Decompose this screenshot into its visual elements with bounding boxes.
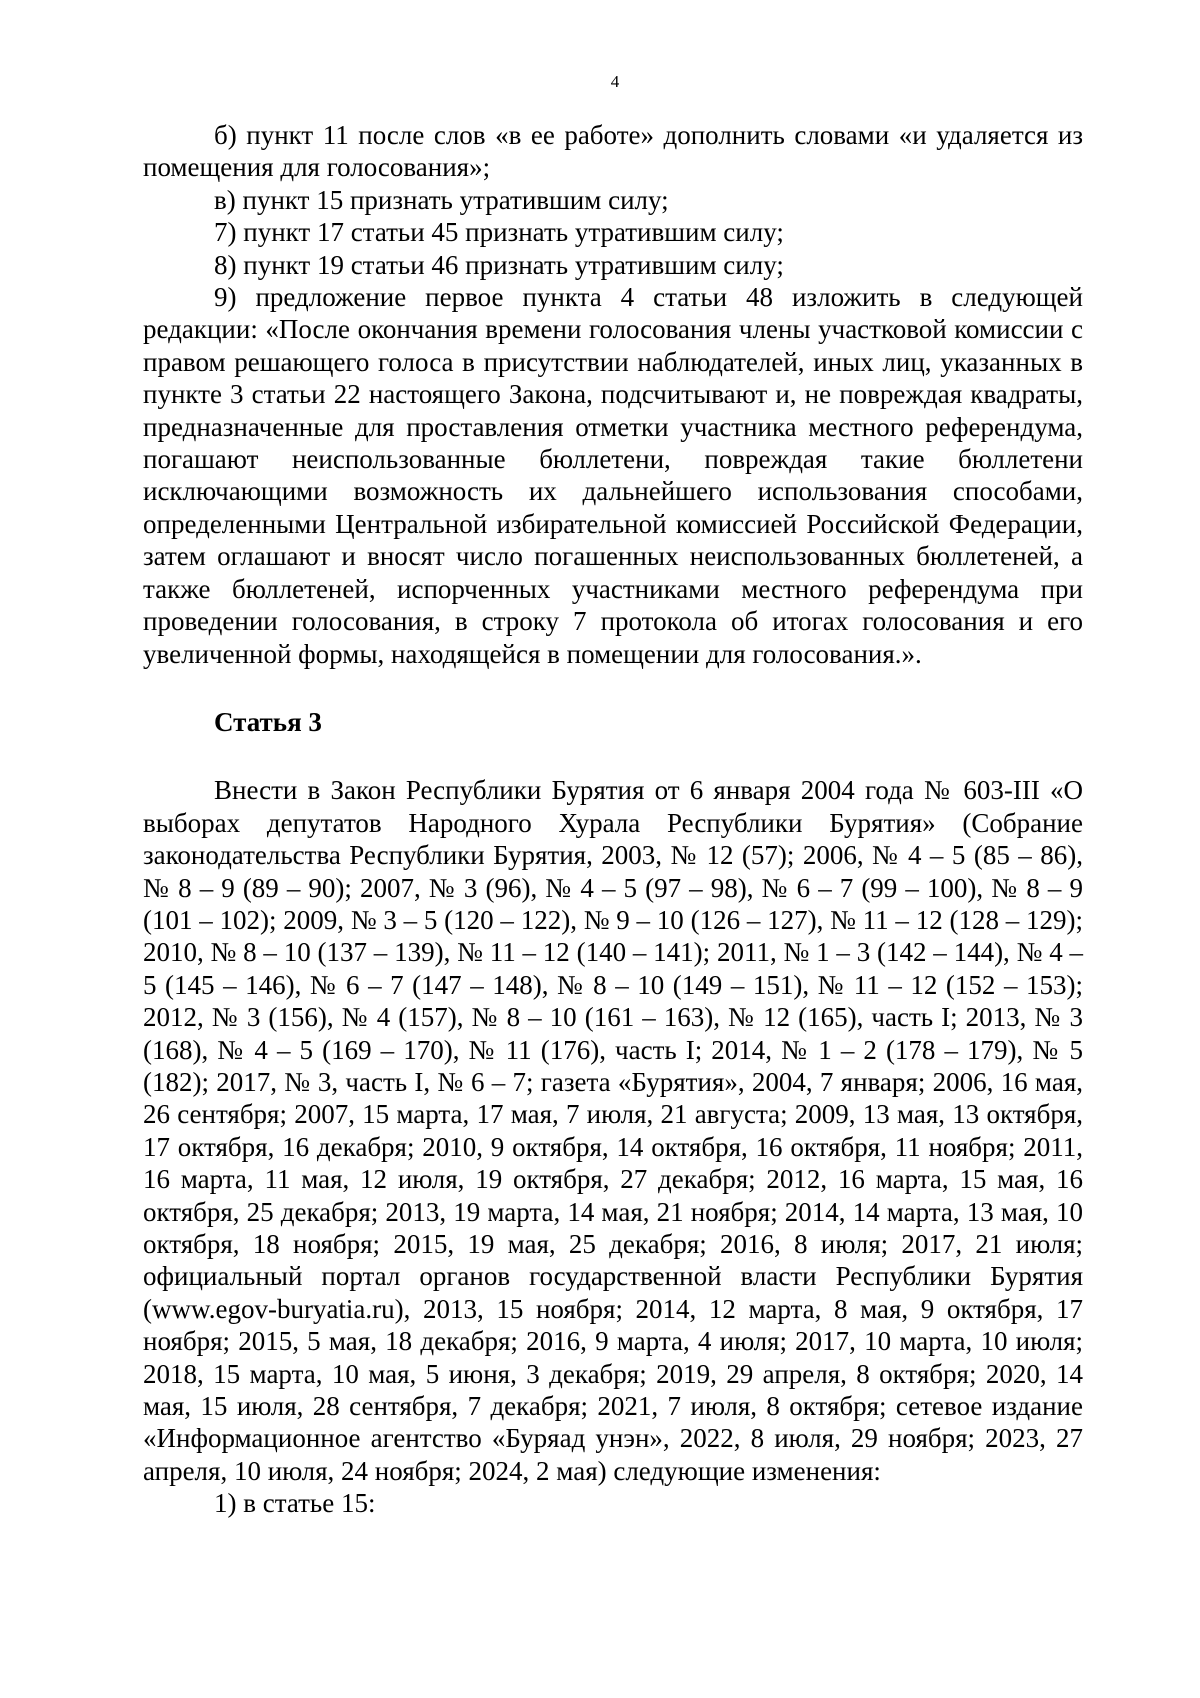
paragraph-item-8: 8) пункт 19 статьи 46 признать утратившим силу; [214,249,784,280]
page-number: 4 [610,72,620,91]
article-3-heading: Статья 3 [214,706,322,737]
paragraph-item-9: 9) предложение первое пункта 4 статьи 48 изложить в следующей редакции: «После окончания времени голосования члены участковой комиссии с правом решающего голоса в присутствии наблюдателей, иных лиц, указанных в пункте 3 статьи 22 настоящего Закона, подсчитывают и, не повреждая квадраты, предназначенные для проставления отметки участника местного референдума, погашают неиспользованные бюллетени, повреждая такие бюллетени исключающими возможность их дальнейшего использования способами, определенными Центральной избирательной комиссией Российской Федерации, затем оглашают и вносят число погашенных неиспользованных бюллетеней, а также бюллетеней, испорченных участниками местного референдума при проведении голосования, в строку 7 протокола об итогах голосования и его увеличенной формы, находящейся в помещении для голосования.». [143,282,1083,669]
document-body [143,119,1083,1520]
article-3-item-1: 1) в статье 15: [214,1488,376,1519]
paragraph-item-7: 7) пункт 17 статьи 45 признать утратившим силу; [214,217,784,248]
paragraph-item-v: в) пункт 15 признать утратившим силу; [214,184,669,215]
paragraph-item-b: б) пункт 11 после слов «в ее работе» дополнить словами «и удаляется из помещения для голосования»; [143,120,1083,183]
article-3-intro: Внести в Закон Республики Бурятия от 6 января 2004 года № 603-III «О выборах депутатов Народного Хурала Республики Бурятия» (Собрание законодательства Республики Бурятия, 2003, № 12 (57); 2006, № 4 – 5 (85 – 86), № 8 – 9 (89 – 90); 2007, № 3 (96), № 4 – 5 (97 – 98), № 6 – 7 (99 – 100), № 8 – 9 (101 – 102); 2009, № 3 – 5 (120 – 122), № 9 – 10 (126 – 127), № 11 – 12 (128 – 129); 2010, № 8 – 10 (137 – 139), № 11 – 12 (140 – 141); 2011, № 1 – 3 (142 – 144), № 4 – 5 (145 – 146), № 6 – 7 (147 – 148), № 8 – 10 (149 – 151), № 11 – 12 (152 – 153); 2012, № 3 (156), № 4 (157), № 8 – 10 (161 – 163), № 12 (165), часть I; 2013, № 3 (168), № 4 – 5 (169 – 170), № 11 (176), часть I; 2014, № 1 – 2 (178 – 179), № 5 (182); 2017, № 3, часть I, № 6 – 7; газета «Бурятия», 2004, 7 января; 2006, 16 мая, 26 сентября; 2007, 15 марта, 17 мая, 7 июля, 21 августа; 2009, 13 мая, 13 октября, 17 октября, 16 декабря; 2010, 9 октября, 14 октября, 16 октября, 11 ноября; 2011, 16 марта, 11 мая, 12 июля, 19 октября, 27 декабря; 2012, 16 марта, 15 мая, 16 октября, 25 декабря; 2013, 19 марта, 14 мая, 21 ноября; 2014, 14 марта, 13 мая, 10 октября, 18 ноября; 2015, 19 мая, 25 декабря; 2016, 8 июля; 2017, 21 июля; официальный портал органов государственной власти Республики Бурятия (www.egov-buryatia.ru), 2013, 15 ноября; 2014, 12 марта, 8 мая, 9 октября, 17 ноября; 2015, 5 мая, 18 декабря; 2016, 9 марта, 4 июля; 2017, 10 марта, 10 июля; 2018, 15 марта, 10 мая, 5 июня, 3 декабря; 2019, 29 апреля, 8 октября; 2020, 14 мая, 15 июля, 28 сентября, 7 декабря; 2021, 7 июля, 8 октября; сетевое издание «Информационное агентство «Буряад унэн», 2022, 8 июля, 29 ноября; 2023, 27 апреля, 10 июля, 24 ноября; 2024, 2 мая) следующие изменения: [143,775,1083,1486]
